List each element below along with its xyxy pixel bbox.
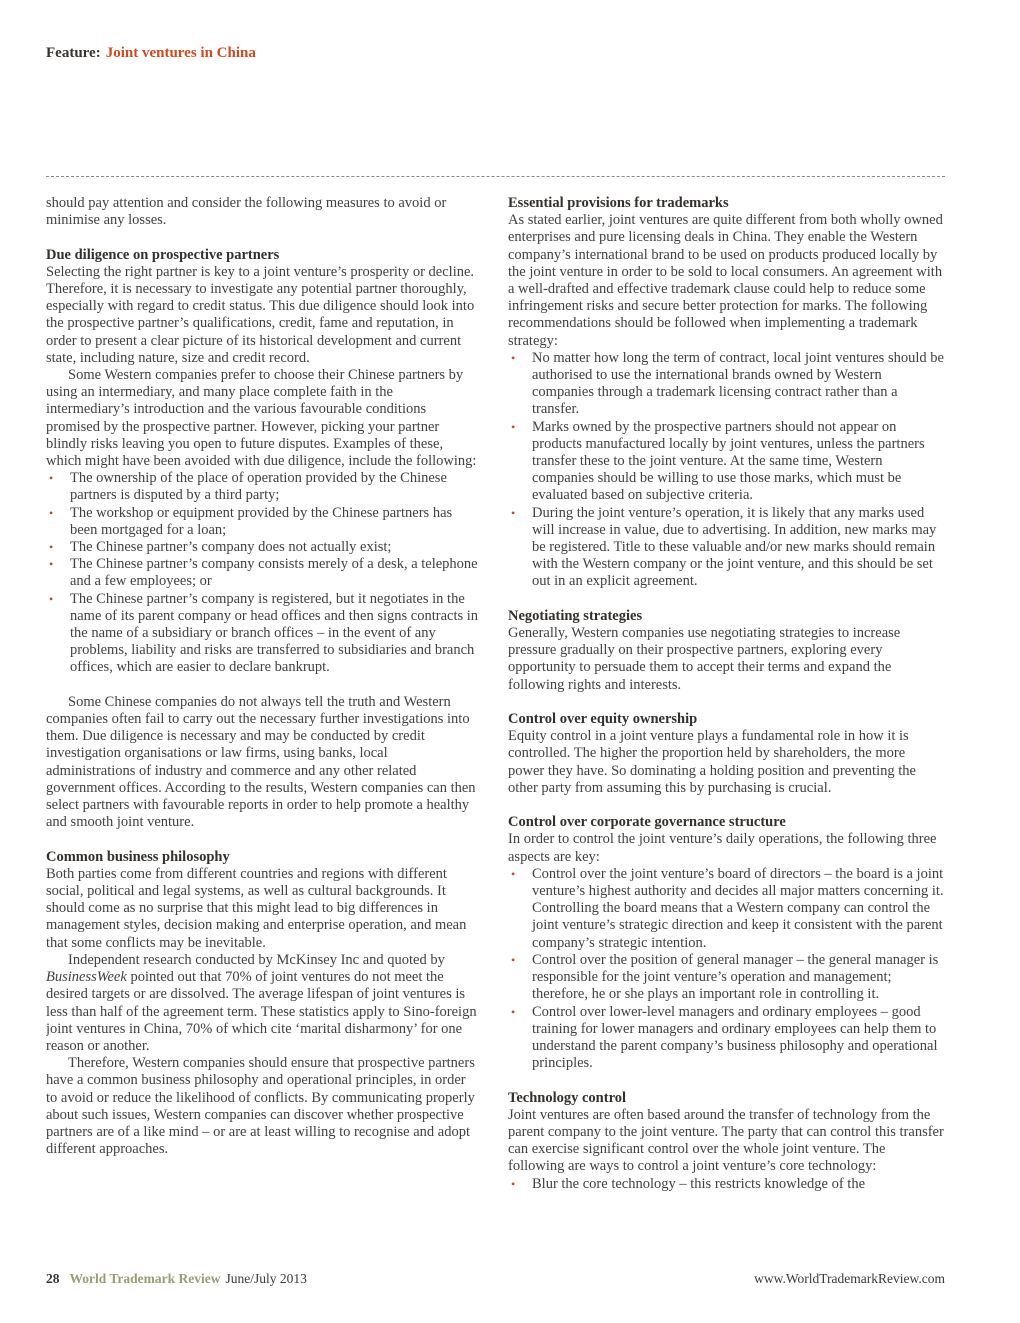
issue-date: June/July 2013 xyxy=(225,1271,307,1286)
dotted-divider xyxy=(46,176,945,177)
paragraph: Equity control in a joint venture plays a fundamental role in how it is controlled. The higher the proportion held by shareholders, the more power they have. So dominating a holding position and preventing the other party from assuming this by purchasing is crucial. xyxy=(508,728,916,796)
bullet-item: • The Chinese partner’s company consists merely of a desk, a telephone and a few employees; or xyxy=(46,556,480,590)
bullet-list xyxy=(508,1176,945,1193)
section-heading: Due diligence on prospective partners xyxy=(46,246,280,263)
paragraph: Generally, Western companies use negotiating strategies to increase pressure gradually on their prospective partners, exploring every opportunity to persuade them to accept their terms and expand the following rights and interests. xyxy=(508,625,901,693)
feature-label: Feature: xyxy=(46,45,101,61)
bullet-item: • No matter how long the term of contract, local joint ventures should be authorised to use the international brands owned by Western companies through a trademark licensing contract rather than a transfer. xyxy=(508,350,945,419)
paragraph: Joint ventures are often based around the transfer of technology from the parent company to the joint venture. The party that can control this transfer can exercise significant control over the whole joint venture. The following are ways to control a joint venture’s core technology: xyxy=(508,1106,944,1175)
page-number: 28 xyxy=(46,1271,60,1286)
section-heading: Control over corporate governance structure xyxy=(508,814,786,831)
paragraph: should pay attention and consider the following measures to avoid or minimise any losses. xyxy=(46,195,447,229)
paragraph: Selecting the right partner is key to a joint venture’s prosperity or decline. Therefore, it is necessary to investigate any potential partner thoroughly, especially with regard to credit status. This due diligence should look into the prospective partner’s qualifications, credit, fame and reputation, in order to present a clear picture of its historical development and current state, including nature, size and credit record. xyxy=(46,263,475,366)
left-column xyxy=(46,195,480,1257)
bullet-item: • During the joint venture’s operation, it is likely that any marks used will increase in value, due to advertising. In addition, new marks may be registered. Title to these valuable and/or new marks should remain with the Western company or the joint venture, and this should be set out in an explicit agreement. xyxy=(508,505,945,591)
section-heading: Control over equity ownership xyxy=(508,711,698,728)
bullet-item: • The Chinese partner’s company does not actually exist; xyxy=(46,539,480,556)
bullet-item: • Control over the joint venture’s board of directors – the board is a joint venture’s highest authority and decides all major matters concerning it. Controlling the board means that a Western company can control the joint venture’s strategic direction and keep it consistent with the parent company’s strategic intention. xyxy=(508,866,945,952)
page-header xyxy=(46,44,945,62)
paragraph: Some Western companies prefer to choose their Chinese partners by using an intermediary, and many place complete faith in the intermediary’s introduction and the various favourable conditions promised by the prospective partner. However, picking your partner blindly risks leaving you open to future disputes. Examples of these, which might have been avoided with due diligence, include the following: xyxy=(46,367,477,470)
section-heading: Technology control xyxy=(508,1089,627,1106)
magazine-name: World Trademark Review xyxy=(69,1271,221,1286)
section-heading: Negotiating strategies xyxy=(508,607,643,624)
feature-title: Joint ventures in China xyxy=(105,45,256,61)
paragraph: Independent research conducted by McKinsey Inc and quoted by BusinessWeek pointed out that 70% of joint ventures do not meet the desired targets or are dissolved. The average lifespan of joint ventures is less than half of the agreement term. These statistics apply to Sino-foreign joint ventures in China, 70% of which cite ‘marital disharmony’ for one reason or another. xyxy=(46,951,477,1054)
section-heading: Common business philosophy xyxy=(46,848,230,865)
page-footer xyxy=(46,1271,945,1287)
bullet-item: • The Chinese partner’s company is registered, but it negotiates in the name of its parent company or head offices and then signs contracts in the name of a subsidiary or branch offices – in the event of any problems, liability and risks are transferred to subsidiaries and branch offices, which are easier to declare bankrupt. xyxy=(46,591,480,677)
bullet-item: • Marks owned by the prospective partners should not appear on products manufactured locally by joint ventures, unless the partners transfer these to the joint venture. At the same time, Western companies should be willing to use those marks, which must be evaluated based on subjective criteria. xyxy=(508,419,945,505)
section-heading: Essential provisions for trademarks xyxy=(508,195,729,211)
website-url: www.WorldTrademarkReview.com xyxy=(754,1271,945,1286)
footer-left xyxy=(46,1271,307,1287)
bullet-item: • Control over lower-level managers and ordinary employees – good training for lower managers and ordinary employees can help them to understand the parent company’s business philosophy and operational principles. xyxy=(508,1004,945,1073)
paragraph: Both parties come from different countries and regions with different social, political and legal systems, as well as cultural backgrounds. It should come as no surprise that this might lead to big differences in management styles, decision making and enterprise operation, and mean that some conflicts may be inevitable. xyxy=(46,865,467,951)
paragraph: In order to control the joint venture’s daily operations, the following three aspects are key: xyxy=(508,831,937,865)
bullet-item: • The ownership of the place of operation provided by the Chinese partners is disputed by a third party; xyxy=(46,470,480,504)
bullet-item: • Control over the position of general manager – the general manager is responsible for the joint venture’s operation and management; therefore, he or she plays an important role in controlling it. xyxy=(508,952,945,1004)
paragraph: Therefore, Western companies should ensure that prospective partners have a common business philosophy and operational principles, in order to avoid or reduce the likelihood of conflicts. By communicating properly about such issues, Western companies can discover whether prospective partners are of a like mind – or are at least willing to recognise and adopt different approaches. xyxy=(46,1055,475,1158)
paragraph: Some Chinese companies do not always tell the truth and Western companies often fail to carry out the necessary further investigations into them. Due diligence is necessary and may be conducted by credit investigation organisations or law firms, using banks, local administrations of industry and commerce and any other related government offices. According to the results, Western companies can then select partners with favourable reports in order to help promote a healthy and smooth joint venture. xyxy=(46,693,476,831)
article-body xyxy=(46,195,945,1257)
bullet-item: • The workshop or equipment provided by the Chinese partners has been mortgaged for a loan; xyxy=(46,505,480,539)
paragraph: As stated earlier, joint ventures are quite different from both wholly owned enterprises and pure licensing deals in China. They enable the Western company’s international brand to be used on products produced locally by the joint venture in order to be sold to local consumers. An agreement with a well-drafted and effective trademark clause could help to reduce some infringement risks and secure better protection for marks. The following recommendations should be followed when implementing a trademark strategy: xyxy=(508,212,943,349)
bullet-item: • Blur the core technology – this restricts knowledge of the xyxy=(508,1176,945,1193)
right-column xyxy=(508,195,945,1257)
bullet-list xyxy=(46,470,480,676)
footer-right xyxy=(754,1271,945,1287)
bullet-list xyxy=(508,350,945,591)
bullet-list xyxy=(508,866,945,1072)
